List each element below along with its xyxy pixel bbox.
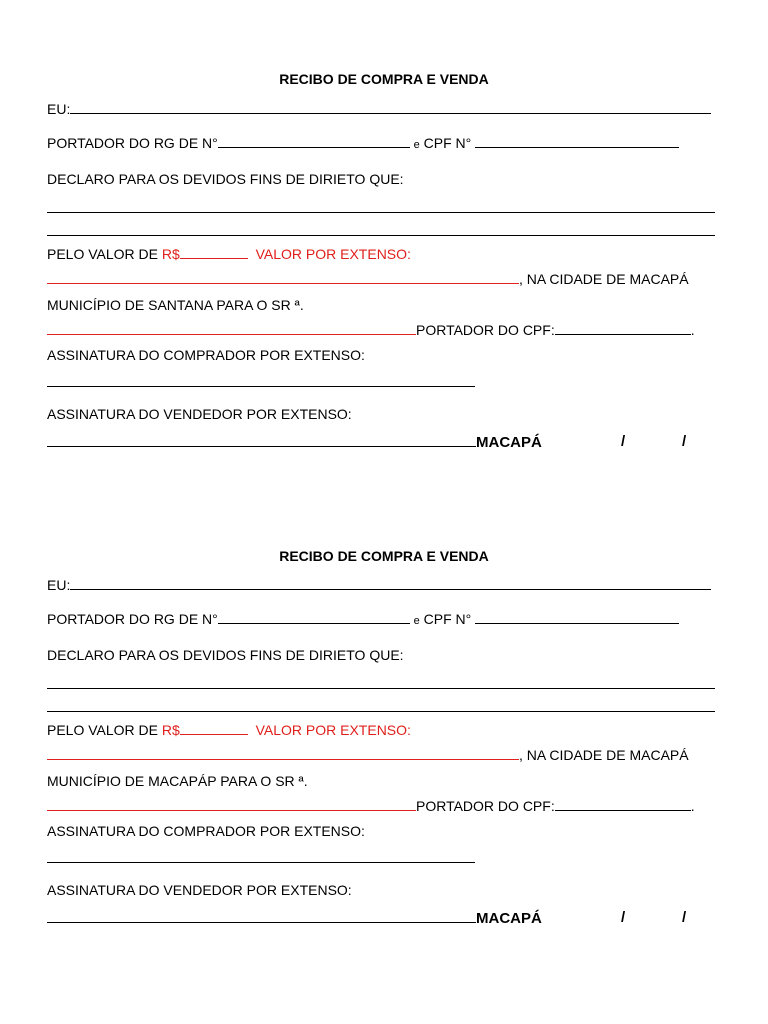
cpf-blank[interactable]: [475, 622, 679, 624]
currency-label: R$: [161, 246, 180, 262]
comprador-label: ASSINATURA DO COMPRADOR POR EXTENSO:: [47, 347, 365, 363]
comprador-label: ASSINATURA DO COMPRADOR POR EXTENSO:: [47, 823, 365, 839]
value-blank[interactable]: [180, 257, 248, 259]
vendedor-signature-blank[interactable]: [47, 445, 476, 447]
vendedor-signature-line: [47, 433, 542, 452]
rg-cpf-line: [47, 610, 679, 630]
declaration-blank-line: [47, 199, 715, 217]
declaration-blank-line: [47, 698, 715, 716]
portador-cpf-label: PORTADOR DO CPF:: [416, 322, 555, 338]
vendedor-label: ASSINATURA DO VENDEDOR POR EXTENSO:: [47, 406, 352, 422]
sr-cpf-line: [47, 797, 695, 815]
sr-cpf-blank[interactable]: [555, 809, 691, 811]
name-blank[interactable]: [70, 588, 711, 590]
rg-label: PORTADOR DO RG DE N°: [47, 611, 218, 627]
declaro-line: DECLARO PARA OS DEVIDOS FINS DE DIRIETO QUE:: [47, 171, 404, 187]
cidade-text: , NA CIDADE DE MACAPÁ: [519, 271, 689, 287]
eu-line: [47, 576, 711, 594]
cpf-label: CPF N°: [423, 135, 472, 151]
comprador-signature-line: [47, 373, 475, 391]
city-date-label: MACAPÁ: [476, 910, 542, 927]
extenso-label: VALOR POR EXTENSO:: [255, 246, 411, 262]
cpf-label: CPF N°: [423, 611, 472, 627]
name-blank[interactable]: [70, 112, 711, 114]
eu-label: EU:: [47, 577, 71, 593]
declaration-blank-line: [47, 222, 715, 240]
cidade-line: [47, 270, 689, 288]
valor-line: [47, 721, 411, 739]
sr-cpf-line: [47, 321, 695, 339]
declaration-blank-line: [47, 675, 715, 693]
cidade-line: [47, 746, 689, 764]
municipio-line: MUNICÍPIO DE SANTANA PARA O SR ª.: [47, 297, 304, 313]
comprador-signature-blank[interactable]: [47, 385, 475, 387]
rg-blank[interactable]: [218, 146, 410, 148]
value-words-blank[interactable]: [47, 282, 519, 284]
date-slash: /: [682, 909, 687, 926]
sr-cpf-blank[interactable]: [555, 333, 691, 335]
value-words-blank[interactable]: [47, 758, 519, 760]
eu-label: EU:: [47, 101, 71, 117]
currency-label: R$: [161, 722, 180, 738]
declaration-blank[interactable]: [47, 234, 715, 236]
rg-label: PORTADOR DO RG DE N°: [47, 135, 218, 151]
and-label: e: [413, 139, 420, 151]
declaro-line: DECLARO PARA OS DEVIDOS FINS DE DIRIETO QUE:: [47, 647, 404, 663]
valor-line: [47, 245, 411, 263]
value-blank[interactable]: [180, 733, 248, 735]
sr-name-blank[interactable]: [47, 809, 416, 811]
vendedor-signature-line: [47, 909, 542, 928]
vendedor-label: ASSINATURA DO VENDEDOR POR EXTENSO:: [47, 882, 352, 898]
rg-blank[interactable]: [218, 622, 410, 624]
rg-cpf-line: [47, 134, 679, 154]
cidade-text: , NA CIDADE DE MACAPÁ: [519, 747, 689, 763]
vendedor-signature-blank[interactable]: [47, 921, 476, 923]
period: .: [690, 322, 695, 338]
date-slash: /: [682, 433, 687, 450]
receipt-title: RECIBO DE COMPRA E VENDA: [279, 71, 489, 87]
receipt-title: RECIBO DE COMPRA E VENDA: [279, 548, 489, 564]
and-label: e: [413, 615, 420, 627]
municipio-line: MUNICÍPIO DE MACAPÁP PARA O SR ª.: [47, 773, 308, 789]
date-slash: /: [621, 433, 626, 450]
declaration-blank[interactable]: [47, 710, 715, 712]
eu-line: [47, 100, 711, 118]
city-date-label: MACAPÁ: [476, 434, 542, 451]
comprador-signature-line: [47, 849, 475, 867]
declaration-blank[interactable]: [47, 687, 715, 689]
declaration-blank[interactable]: [47, 211, 715, 213]
valor-label: PELO VALOR DE: [47, 722, 162, 738]
extenso-label: VALOR POR EXTENSO:: [255, 722, 411, 738]
sr-name-blank[interactable]: [47, 333, 416, 335]
valor-label: PELO VALOR DE: [47, 246, 162, 262]
comprador-signature-blank[interactable]: [47, 861, 475, 863]
cpf-blank[interactable]: [475, 146, 679, 148]
date-slash: /: [621, 909, 626, 926]
portador-cpf-label: PORTADOR DO CPF:: [416, 798, 555, 814]
period: .: [690, 798, 695, 814]
